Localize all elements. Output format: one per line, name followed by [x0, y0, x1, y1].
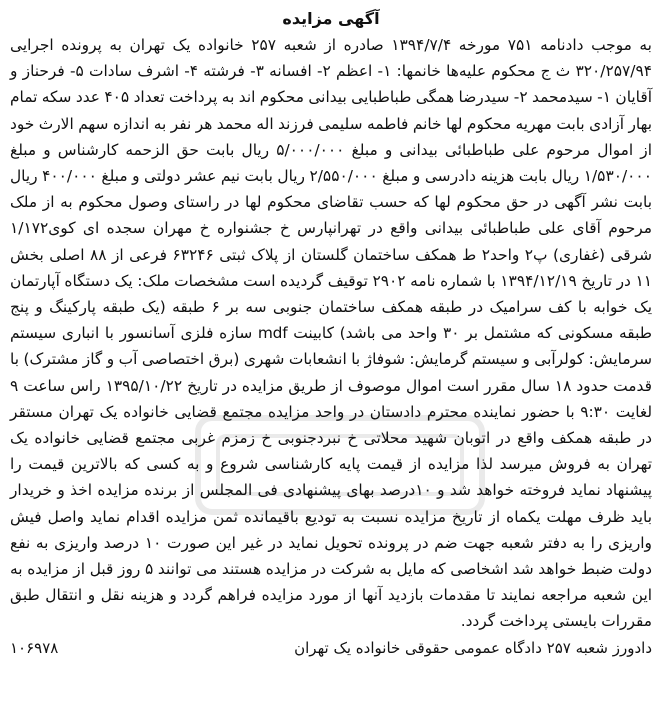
notice-footer [10, 635, 652, 661]
notice-title: آگهی مزایده [282, 9, 380, 28]
notice-body: به موجب دادنامه ۷۵۱ مورخه ۱۳۹۴/۷/۴ صادره از شعبه ۲۵۷ خانواده یک تهران به پرونده اجرایی ۳۲۰/۲۵۷/۹۴ ث ج محکوم علیه‌ها خانمها: ۱- اعظم ۲- افسانه ۳- فرشته ۴- اشرف سادات ۵- فرحناز و آقایان ۱- سیدمحمد ۲- سیدرضا همگی طباطبایی بیدانی محکوم اند به پرداخت تعداد ۴۰۵ عدد سکه تمام بهار آزادی بابت مهریه محکوم لها خانم فاطمه سلیمی فرزند اله محمد هر نفر به اندازه سهم الارث خود از اموال مرحوم علی طباطبائی بیدانی و مبلغ ۵/۰۰۰/۰۰۰ ریال بابت حق الزحمه کارشناس و مبلغ ۱/۵۳۰/۰۰۰ ریال بابت هزینه دادرسی و مبلغ ۲/۵۵۰/۰۰۰ ریال بابت نیم عشر دولتی و مبلغ ۴۰۰/۰۰۰ ریال بابت نشر آگهی در حق محکوم لها که حسب تقاضای محکوم لها در راستای وصول محکوم به از ملک مرحوم آقای علی طباطبائی بیدانی واقع در تهرانپارس خ جشنواره خ مهران سجده ای کوی۱/۱۷۲ شرقی (غفاری) پ۲ واحد۲ ط همکف ساختمان گلستان از پلاک ثبتی ۶۳۲۴۶ فرعی از ۸۸ اصلی بخش ۱۱ در تاریخ ۱۳۹۴/۱۲/۱۹ با شماره نامه ۲۹۰۲ توقیف گردیده است مشخصات ملک: یک دستگاه آپارتمان یک خوابه با کف سرامیک در طبقه همکف ساختمان جنوبی سه بر ۶ طبقه (یک طبقه پارکینگ و پنج طبقه مسکونی که مشتمل بر ۳۰ واحد می باشد) کابینت mdf سازه فلزی آسانسور با انباری سیستم سرمایش: کولرآبی و سیستم گرمایش: شوفاژ با انشعابات شهری (برق اختصاصی آب و گاز مشترک) با قدمت حدود ۱۸ سال مقرر است اموال موصوف از طریق مزایده در تاریخ ۱۳۹۵/۱۰/۲۲ راس ساعت ۹ لغایت ۹:۳۰ با حضور نماینده محترم دادستان در واحد مزایده مجتمع قضایی خانواده یک تهران مستقر در طبقه همکف واقع در اتوبان شهید محلاتی خ نبردجنوبی خ زمزم غربی مجتمع قضایی خانواده یک تهران به فروش میرسد لذا مزایده از قیمت پایه کارشناسی شروع و به کسی که بالاترین قیمت را پیشنهاد نماید فروخته خواهد شد و ۱۰درصد بهای پیشنهادی فی المجلس از برنده مزایده اخذ و خریدار باید ظرف مهلت یکماه از تاریخ مزایده نسبت به تودیع باقیمانده ثمن مزایده اقدام نماید واصل فیش واریزی را به دفتر شعبه جهت ضم در پرونده تحویل نماید در غیر این صورت ۱۰ درصد واریزی به نفع دولت ضبط خواهد شد اشخاصی که مایل به شرکت در مزایده هستند می توانند ۵ روز قبل از مزایده به این شعبه مراجعه نمایند تا مقدمات بازدید آنها از مورد مزایده فراهم گردد و هزینه نقل و انتقال طبق مقررات بایستی پرداخت گردد. [10, 36, 653, 631]
ad-code: ۱۰۶۹۷۸ [10, 638, 59, 657]
court-signature: دادورز شعبه ۲۵۷ دادگاه عمومی حقوقی خانواده یک تهران [294, 638, 652, 657]
